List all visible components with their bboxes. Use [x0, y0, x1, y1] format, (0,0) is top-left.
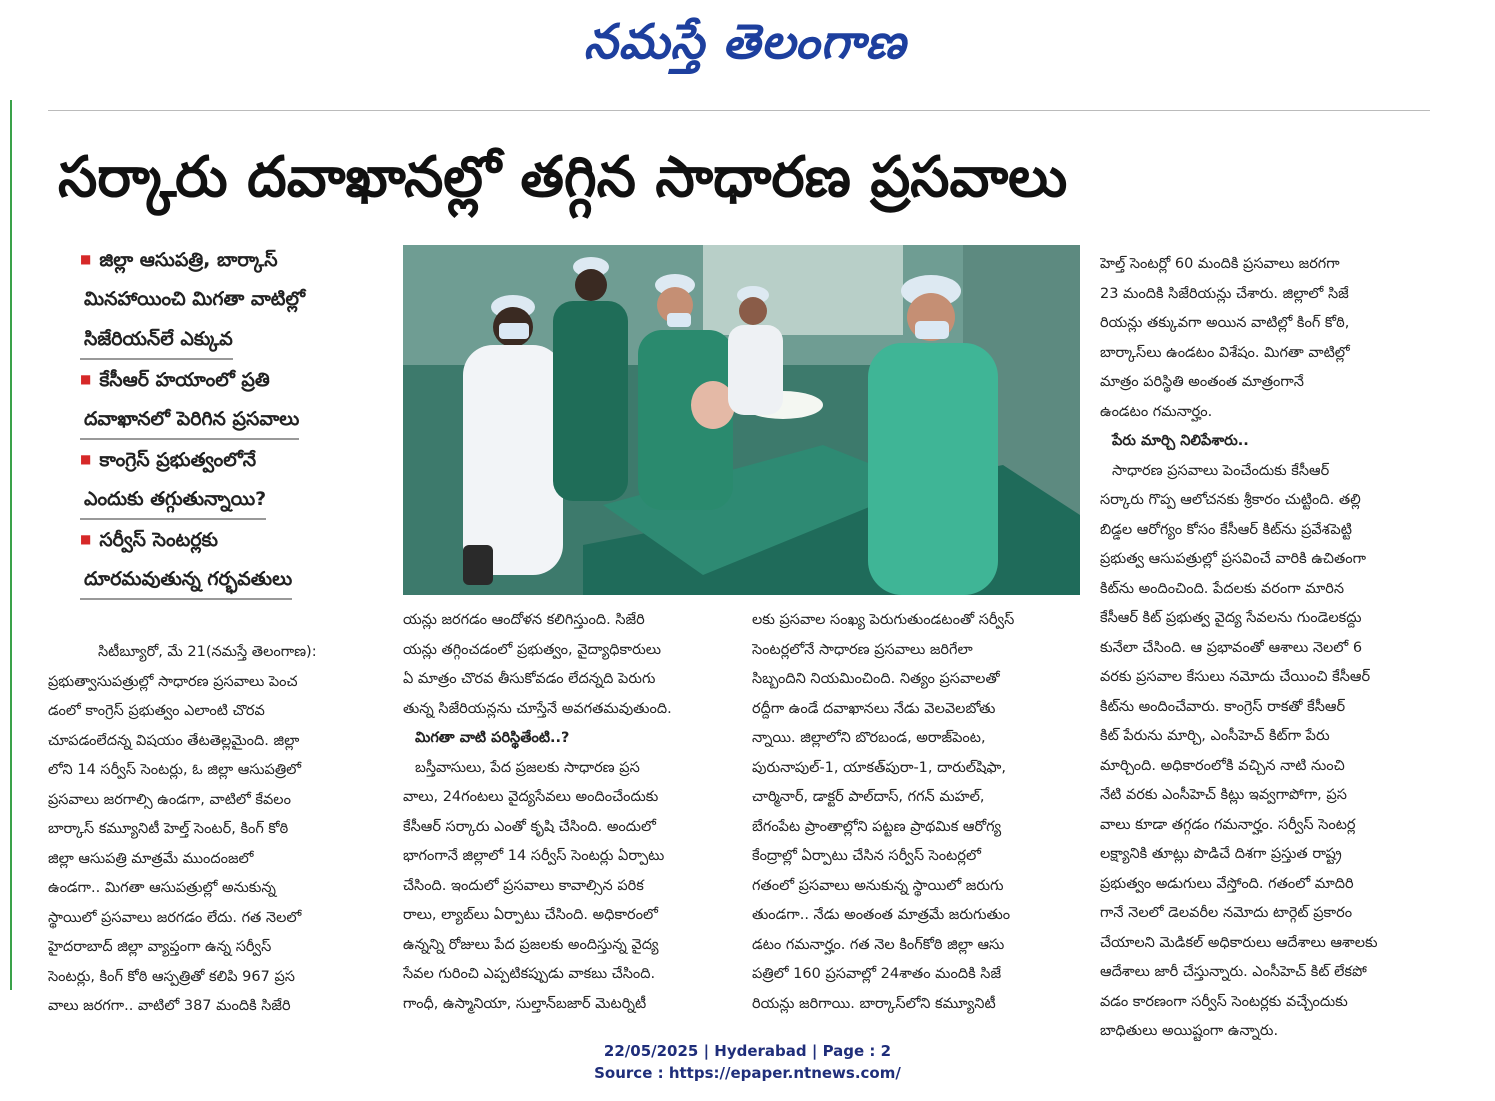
col3-line: గతంలో ప్రసవాలు అనుకున్న స్థాయిలో జరుగు: [752, 877, 1004, 894]
col4-line: వడం కారణంగా సర్వీస్ సెంటర్లకు వచ్చేందుకు: [1100, 993, 1348, 1010]
col3-line: సిబ్బందిని నియమించింది. నిత్యం ప్రసవాలతో: [752, 671, 1000, 687]
col2-line: కేసీఆర్ సర్కారు ఎంతో కృషి చేసింది. అందులో: [403, 818, 656, 835]
col4-line: కిట్‌ను అందించేవారు. కాంగ్రెస్ రాకతో కేసీఆర్: [1100, 698, 1346, 715]
bullet-4-line-1: ■ సర్వీస్ సెంటర్లకు: [80, 520, 380, 560]
col2-line: గాంధీ, ఉస్మానియా, సుల్తాన్‌బజార్ మెటర్నిటీ: [403, 995, 647, 1012]
col2-line: తున్న సిజేరియన్లను చూస్తేనే అవగతమవుతుంది.: [403, 700, 672, 717]
col1-line: జిల్లా ఆసుపత్రి మాత్రమే ముందంజలో: [48, 850, 254, 867]
col4-line: ఉండటం గమనార్హం.: [1100, 403, 1213, 420]
col2-line: యన్లు జరగడం ఆందోళన కలిగిస్తుంది. సిజేరి: [403, 612, 645, 628]
col3-line: డటం గమనార్హం. గత నెల కింగ్‌కోఠి జిల్లా ఆసు: [752, 936, 1005, 953]
col3-line: పురునాపుల్-1, యాకత్‌పురా-1, దారుల్‌షిఫా,: [752, 759, 1006, 776]
col4-line: లక్ష్యానికి తూట్లు పొడిచే దిశగా ప్రస్తుత రాష్ట్ర: [1100, 846, 1342, 862]
col4-line: ప్రభుత్వం అడుగులు వేస్తోంది. గతంలో మాదిరి: [1100, 875, 1354, 892]
col3-line: కేంద్రాల్లో ఏర్పాటు చేసిన సర్వీస్ సెంటర్లలో: [752, 848, 981, 864]
col1-line: లోని 14 సర్వీస్ సెంటర్లు, ఓ జిల్లా ఆసుపత్రిలో: [48, 762, 302, 778]
col2-line: రాలు, ల్యాబ్‌లు ఏర్పాటు చేసింది. అధికారంలో: [403, 907, 658, 923]
bullet-1-line-2: మినహాయించి మిగతా వాటిల్లో: [84, 288, 305, 310]
article-headline: సర్కారు దవాఖానల్లో తగ్గిన సాధారణ ప్రసవాలు: [58, 145, 1068, 210]
col1-line: ప్రభుత్వాసుపత్రుల్లో సాధారణ ప్రసవాలు పెంచ: [48, 673, 298, 690]
subheading-other-hospitals: మిగతా వాటి పరిస్థితేంటి..?: [415, 730, 570, 746]
col1-line: హైదరాబాద్ జిల్లా వ్యాప్తంగా ఉన్న సర్వీస్: [48, 939, 272, 955]
article-column-1: [48, 638, 375, 1022]
bullet-2-line-1: ■ కేసీఆర్ హయాంలో ప్రతి: [80, 360, 380, 400]
col4-line: కేసీఆర్ కిట్ ప్రభుత్వ వైద్య సేవలను గుండెలకద్దు: [1100, 610, 1362, 626]
article-column-3: [752, 606, 1082, 1019]
col1-line: సెంటర్లు, కింగ్ కోఠి ఆస్పత్రితో కలిపి 967 ప్రస: [48, 968, 295, 985]
col3-line: చార్మినార్, డాక్టర్ పాల్‌దాస్, గగన్ మహల్,: [752, 789, 985, 805]
col1-line: ఉండగా.. మిగతా ఆసుపత్రుల్లో అనుకున్న: [48, 880, 276, 896]
col4-line: వాలు కూడా తగ్గడం గమనార్హం. సర్వీస్ సెంటర్ల: [1100, 816, 1356, 833]
col4-line: నేటి వరకు ఎంసీహెచ్ కిట్లు ఇవ్వగాపోగా, ప్రస: [1100, 787, 1347, 803]
highlight-bullets: [80, 240, 380, 600]
col4-line: వరకు ప్రసవాల కేసులు నమోదు చేయించి కేసీఆర్: [1100, 669, 1371, 685]
col4-line: బిడ్డల ఆరోగ్యం కోసం కేసీఆర్ కిట్‌ను ప్రవేశపెట్టి: [1100, 521, 1352, 538]
subheading-name-changed: పేరు మార్చి నిలిపేశారు..: [1112, 433, 1249, 449]
col2-line: వాలు, 24గంటలు వైద్యసేవలు అందించేందుకు: [403, 789, 659, 805]
col2-line: ఉన్నన్ని రోజులు పేద ప్రజలకు అందిస్తున్న వైద్య: [403, 936, 659, 953]
bullet-1-line-1: ■ జిల్లా ఆసుపత్రి, బార్కాస్: [80, 240, 380, 280]
col3-line: లకు ప్రసవాల సంఖ్య పెరుగుతుండటంతో సర్వీస్: [752, 612, 1015, 628]
col2-line: యన్లు తగ్గించడంలో ప్రభుత్వం, వైద్యాధికారులు: [403, 641, 662, 658]
col1-line: వాలు జరగగా.. వాటిలో 387 మందికి సిజేరి: [48, 998, 291, 1014]
col2-line: భాగంగానే జిల్లాలో 14 సర్వీస్ సెంటర్లు ఏర్పాటు: [403, 848, 665, 864]
col4-line: సాధారణ ప్రసవాలు పెంచేందుకు కేసీఆర్: [1112, 462, 1330, 479]
col2-line: సేవల గురించి ఎప్పటికప్పుడు వాకబు చేసింది.: [403, 966, 656, 982]
col4-line: చేయాలని మెడికల్ అధికారులు ఆదేశాలు ఆశాలకు: [1100, 934, 1378, 951]
bullet-3-line-2: ఎందుకు తగ్గుతున్నాయి?: [80, 480, 266, 520]
col2-line: బస్తీవాసులు, పేద ప్రజలకు సాధారణ ప్రస: [415, 759, 640, 776]
article-column-2: [403, 606, 729, 1019]
masthead-rule: [48, 110, 1430, 111]
bullet-1-line-3: సిజేరియన్‌లే ఎక్కువ: [80, 320, 233, 360]
col1-line: బార్కాస్ కమ్యూనిటీ హెల్త్ సెంటర్, కింగ్ కోఠి: [48, 821, 289, 837]
col4-line: మార్చింది. అధికారంలోకి వచ్చిన నాటి నుంచి: [1100, 757, 1345, 774]
col4-line: బాధితులు అయిష్టంగా ఉన్నారు.: [1100, 1023, 1279, 1039]
col4-line: రియన్లు తక్కువగా అయిన వాటిల్లో కింగ్ కోఠి,: [1100, 315, 1350, 331]
bullet-4-line-2: దూరమవుతున్న గర్భవతులు: [80, 560, 292, 600]
bullet-3-line-1: ■ కాంగ్రెస్ ప్రభుత్వంలోనే: [80, 440, 380, 480]
col4-line: 23 మందికి సిజేరియన్లు చేశారు. జిల్లాలో సిజే: [1100, 285, 1349, 302]
col3-line: న్నాయి. జిల్లాలోని బొరబండ, అరాజ్‌పెంట,: [752, 730, 986, 746]
col4-line: సర్కారు గొప్ప ఆలోచనకు శ్రీకారం చుట్టింది. తల్లి: [1100, 492, 1361, 508]
bullet-2-line-2: దవాఖానలో పెరిగిన ప్రసవాలు: [80, 400, 299, 440]
col4-line: బార్కాస్‌లు ఉండటం విశేషం. మిగతా వాటిల్లో: [1100, 344, 1350, 361]
footer-source-link[interactable]: Source : https://epaper.ntnews.com/: [594, 1064, 901, 1082]
col4-line: హెల్త్ సెంటర్లో 60 మందికి ప్రసవాలు జరగగా: [1100, 256, 1340, 272]
col2-line: ఏ మాత్రం చొరవ తీసుకోవడం లేదన్నది పెరుగు: [403, 671, 656, 687]
col2-line: చేసింది. ఇందులో ప్రసవాలు కావాల్సిన పరిక: [403, 877, 644, 894]
operating-room-photo: [403, 245, 1080, 595]
masthead-logo: నమస్తే తెలంగాణ: [583, 14, 907, 70]
col1-line: చూపడంలేదన్న విషయం తేటతెల్లమైంది. జిల్లా: [48, 732, 300, 749]
footer-date-edition: 22/05/2025 | Hyderabad | Page : 2: [603, 1042, 892, 1060]
col4-line: మాత్రం పరిస్థితి అంతంత మాత్రంగానే: [1100, 374, 1304, 390]
col4-line: కిట్‌ను అందించింది. పేదలకు వరంగా మారిన: [1100, 580, 1345, 597]
col3-line: రియన్లు జరిగాయి. బార్కాస్‌లోని కమ్యూనిటీ: [752, 995, 996, 1012]
col4-line: ప్రభుత్వ ఆసుపత్రుల్లో ప్రసవించే వారికి ఉచితంగా: [1100, 551, 1366, 567]
col1-line: ప్రసవాలు జరగాల్సి ఉండగా, వాటిలో కేవలం: [48, 791, 291, 808]
col3-line: సెంటర్లలోనే సాధారణ ప్రసవాలు జరిగేలా: [752, 641, 973, 658]
col4-line: కిట్ పేరును మార్చి, ఎంసీహెచ్ కిట్‌గా పేరు: [1100, 728, 1330, 744]
col4-line: ఆదేశాలు జారీ చేస్తున్నారు. ఎంసీహెచ్ కిట్ లేకపో: [1100, 964, 1367, 980]
col3-line: తుండగా.. నేడు అంతంత మాత్రమే జరుగుతుం: [752, 907, 1011, 923]
left-margin-strip: [0, 100, 12, 990]
col4-line: కునేలా చేసింది. ఆ ప్రభావంతో ఆశాలు నెలలో 6: [1100, 639, 1363, 656]
col4-line: గానే నెలలో డెలవరీల నమోదు టార్గెట్ ప్రకారం: [1100, 905, 1353, 921]
page-footer: [0, 1040, 1495, 1084]
col3-line: బేగంపేట ప్రాంతాల్లోని పట్టణ ప్రాథమిక ఆరోగ్య: [752, 818, 1002, 835]
col1-line: సిటీబ్యూరో, మే 21(నమస్తే తెలంగాణ):: [98, 644, 317, 660]
col3-line: రద్దీగా ఉండే దవాఖానలు నేడు వెలవెలబోతు: [752, 700, 996, 717]
col1-line: స్థాయిలో ప్రసవాలు జరగడం లేదు. గత నెలలో: [48, 909, 302, 926]
article-column-4: [1100, 250, 1435, 1047]
photo-illustration: [403, 245, 1080, 595]
col3-line: పత్రిలో 160 ప్రసవాల్లో 24శాతం మందికి సిజే: [752, 966, 1002, 982]
col1-line: డంలో కాంగ్రెస్ ప్రభుత్వం ఎలాంటి చొరవ: [48, 703, 265, 719]
